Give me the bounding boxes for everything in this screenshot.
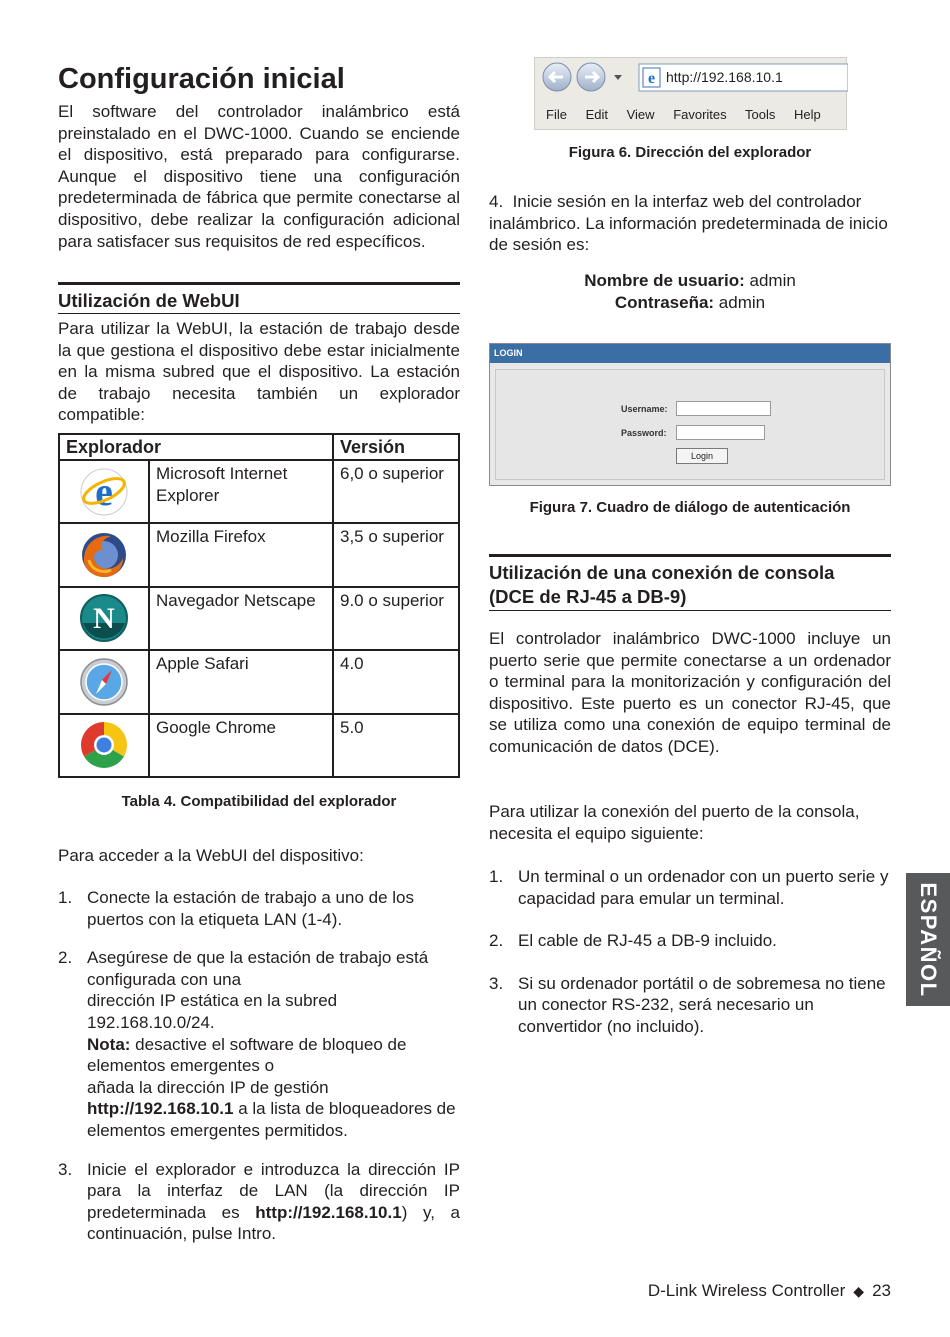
footer-product: D-Link Wireless Controller [647, 1281, 846, 1300]
internet-explorer-icon [79, 467, 129, 517]
figure6-caption: Figura 6. Dirección del explorador [568, 144, 812, 161]
chrome-icon [79, 720, 129, 770]
menu-view[interactable]: View [626, 107, 655, 122]
diamond-icon: ◆ [853, 1283, 865, 1299]
username-line: Nombre de usuario: admin [584, 271, 796, 290]
page-footer [648, 1280, 891, 1302]
table-header-row [59, 434, 459, 460]
console-paragraph-1: El controlador inalámbrico DWC-1000 incluye un puerto serie que permite conectarse a un ordenador o terminal para la monitorización y configuración del dispositivo. Este puerto es un conector RJ-45, que se utiliza como una conexión de equipo terminal de comunicación de datos (DCE). [489, 629, 891, 756]
list-item: 1. Un terminal o un ordenador con un puerto serie y capacidad para emular un terminal. [489, 867, 889, 908]
password-line: Contraseña: admin [614, 292, 766, 312]
menu-file[interactable]: File [546, 107, 567, 122]
safari-icon [79, 657, 129, 707]
browser-address-text: http://192.168.10.1 [666, 69, 783, 85]
webui-heading: Utilización de WebUI [58, 282, 460, 314]
access-intro: Para acceder a la WebUI del dispositivo: [58, 846, 364, 865]
svg-text:e: e [95, 468, 113, 514]
login-dialog-body [495, 369, 885, 480]
menu-favorites[interactable]: Favorites [673, 107, 727, 122]
list-item: 3. Si su ordenador portátil o de sobremesa no tiene un conector RS-232, será necesario un convertidor (no incluido). [489, 973, 886, 1036]
browser-compat-table [58, 433, 460, 778]
browser-address-figure [534, 57, 847, 130]
menu-tools[interactable]: Tools [745, 107, 776, 122]
step4-paragraph: 4. Inicie sesión en la interfaz web del controlador inalámbrico. La información predeterminada de inicio de sesión es: [489, 192, 888, 255]
menu-help[interactable]: Help [794, 107, 821, 122]
figure7-caption: Figura 7. Cuadro de diálogo de autenticación [529, 499, 851, 516]
login-password-input[interactable] [676, 425, 765, 440]
browser-version: 6,0 o superior [333, 460, 459, 523]
svg-text:e: e [647, 70, 656, 87]
browser-version: 3,5 o superior [333, 523, 459, 586]
table-caption: Tabla 4. Compatibilidad del explorador [121, 793, 397, 810]
page-number: 23 [872, 1281, 891, 1300]
console-paragraph-2: Para utilizar la conexión del puerto de la consola, necesita el equipo siguiente: [489, 802, 860, 843]
default-credentials [489, 270, 891, 313]
browser-menu-bar [546, 107, 821, 122]
page-title: Configuración inicial [58, 63, 345, 95]
webui-steps-list [58, 887, 460, 1262]
menu-edit[interactable]: Edit [585, 107, 608, 122]
console-steps-list [489, 866, 891, 1059]
login-username-label: Username: [621, 404, 668, 414]
table-row [59, 714, 459, 777]
header-browser: Explorador [59, 434, 333, 460]
login-dialog-header: LOGIN [490, 344, 890, 363]
table-row [59, 587, 459, 650]
browser-name: Navegador Netscape [149, 587, 333, 650]
firefox-icon [79, 530, 129, 580]
note-label: Nota: [87, 1034, 131, 1054]
login-dialog-figure [489, 343, 891, 486]
login-button[interactable]: Login [676, 448, 728, 464]
list-item: 1. Conecte la estación de trabajo a uno de los puertos con la etiqueta LAN (1-4). [58, 888, 415, 929]
list-item: 2. El cable de RJ-45 a DB-9 incluido. [489, 931, 777, 951]
webui-paragraph: Para utilizar la WebUI, la estación de trabajo desde la que gestiona el dispositivo debe estar inicialmente en la misma subred que el dispositivo. La estación de trabajo necesita también un explorador compatible: [58, 319, 460, 425]
list-item: 3. Inicie el explorador e introduzca la dirección IP para la interfaz de LAN (la dirección IP predeterminada es http://192.168.10.1) y, a continuación, pulse Intro. [58, 1159, 460, 1244]
browser-name: Apple Safari [149, 650, 333, 713]
table-row [59, 460, 459, 523]
table-row [59, 523, 459, 586]
language-tab: ESPAÑOL [906, 873, 950, 1006]
login-username-input[interactable] [676, 401, 771, 416]
svg-text:N: N [93, 602, 115, 636]
browser-name: Mozilla Firefox [149, 523, 333, 586]
login-password-label: Password: [621, 428, 667, 438]
browser-version: 4.0 [333, 650, 459, 713]
browser-name: Microsoft Internet Explorer [149, 460, 333, 523]
header-version: Versión [333, 434, 459, 460]
console-heading: Utilización de una conexión de consola (DCE de RJ-45 a DB-9) [489, 554, 891, 611]
netscape-icon [79, 593, 129, 643]
browser-version: 5.0 [333, 714, 459, 777]
table-row [59, 650, 459, 713]
browser-version: 9.0 o superior [333, 587, 459, 650]
management-url: http://192.168.10.1 [87, 1099, 234, 1119]
list-item: 2. Asegúrese de que la estación de trabajo está configurada con una dirección IP estática en la subred 192.168.10.0/24. Nota: desactive el software de bloqueo de elementos emergentes o añada la dirección IP de gestión http://192.168.10.1 a la lista de bloqueadores de elementos emergentes permitidos. [58, 948, 456, 1140]
intro-paragraph: El software del controlador inalámbrico está preinstalado en el DWC-1000. Cuando se enciende el dispositivo, está preparado para configurarse. Aunque el dispositivo tiene una configuración predeterminada de fábrica que permite conectarse al dispositivo, debe realizar la configuración adicional para satisfacer sus requisitos de red específicos. [58, 102, 460, 251]
browser-name: Google Chrome [149, 714, 333, 777]
default-url: http://192.168.10.1 [255, 1202, 402, 1222]
